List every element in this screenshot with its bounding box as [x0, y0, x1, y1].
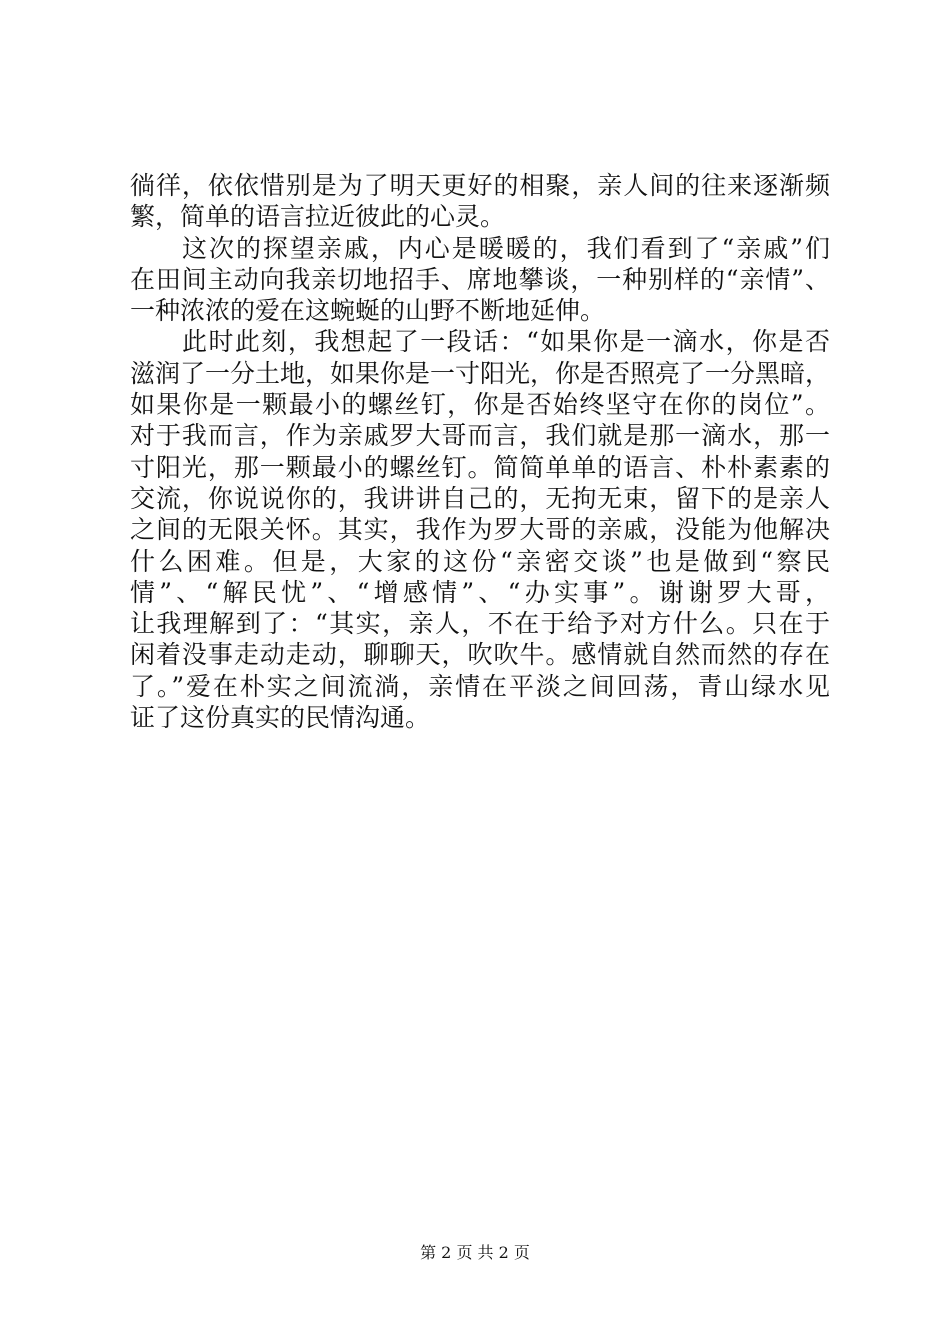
body-text: [130, 170, 830, 733]
text-line: 滋润了一分土地，如果你是一寸阳光，你是否照亮了一分黑暗，: [130, 358, 831, 388]
text-line: 证了这份真实的民情沟通。: [130, 703, 431, 733]
page-number-label: 第 2 页 共 2 页: [420, 1243, 530, 1262]
text-line: 这次的探望亲戚，内心是暖暖的，我们看到了“亲戚”们: [182, 233, 830, 263]
text-line: 什么困难。但是，大家的这份“亲密交谈”也是做到“察民: [130, 546, 830, 576]
text-line: 徜徉，依依惜别是为了明天更好的相聚，亲人间的往来逐渐频: [130, 171, 830, 200]
text-line: 此时此刻，我想起了一段话：“如果你是一滴水，你是否: [182, 327, 830, 357]
text-line: 繁，简单的语言拉近彼此的心灵。: [130, 202, 506, 232]
page-footer: [0, 1243, 950, 1263]
text-line: 让我理解到了：“其实，亲人，不在于给予对方什么。只在于: [130, 609, 830, 639]
text-line: 如果你是一颗最小的螺丝钉，你是否始终坚守在你的岗位”。: [130, 390, 830, 420]
text-line: 寸阳光，那一颗最小的螺丝钉。简简单单的语言、朴朴素素的: [130, 452, 830, 482]
text-line: 闲着没事走动走动，聊聊天，吹吹牛。感情就自然而然的存在: [130, 640, 830, 670]
text-line: 情”、“解民忧”、“增感情”、“办实事”。谢谢罗大哥，: [130, 577, 830, 607]
text-line: 对于我而言，作为亲戚罗大哥而言，我们就是那一滴水，那一: [130, 421, 830, 451]
text-line: 了。”爱在朴实之间流淌，亲情在平淡之间回荡，青山绿水见: [130, 671, 830, 701]
text-line: 之间的无限关怀。其实，我作为罗大哥的亲戚，没能为他解决: [130, 515, 830, 545]
text-line: 在田间主动向我亲切地招手、席地攀谈，一种别样的“亲情”、: [130, 264, 830, 294]
text-line: 交流，你说说你的，我讲讲自己的，无拘无束，留下的是亲人: [130, 483, 830, 513]
text-line: 一种浓浓的爱在这蜿蜒的山野不断地延伸。: [130, 296, 606, 326]
